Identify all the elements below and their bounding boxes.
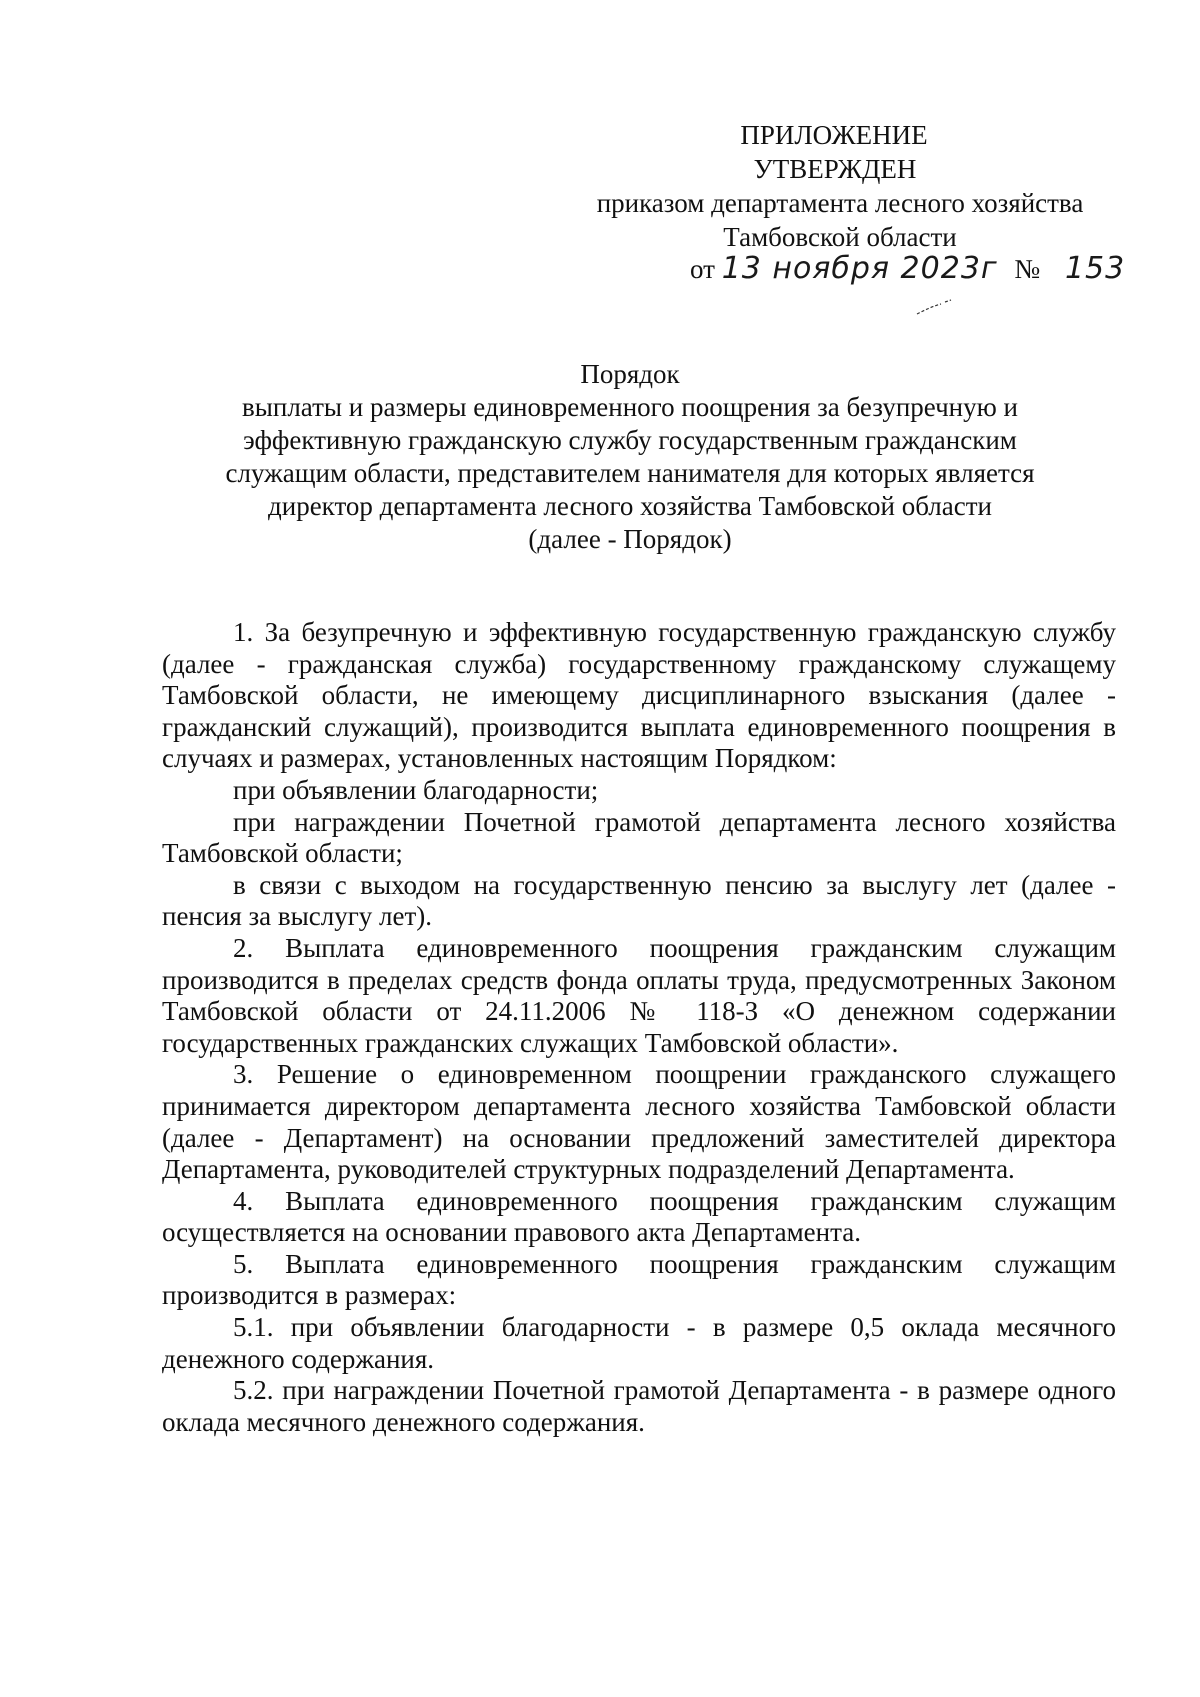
handwritten-date: 13 ноября 2023г [721,251,998,286]
title-line: служащим области, представителем нанимателя для которых является [225,458,1035,488]
number-sign: № [1014,254,1041,284]
order-date-line [690,252,1125,286]
title-heading: Порядок [580,359,680,389]
title-line: (далее - Порядок) [528,524,732,554]
region-label: Тамбовской области [723,222,957,252]
approval-block [560,118,1120,254]
list-item-certificate: при награждении Почетной грамотой департамента лесного хозяйства Тамбовской области; [162,806,1116,869]
document-body [162,617,1116,1438]
paragraph-5-1: 5.1. при объявлении благодарности - в размере 0,5 оклада месячного денежного содержания. [162,1312,1116,1374]
order-label: приказом департамента лесного хозяйства [596,188,1084,218]
paragraph-3: 3. Решение о единовременном поощрении гражданского служащего принимается директором департамента лесного хозяйства Тамбовской области (далее - Департамент) на основании предложений заместителей директора Департамента, руководителей структурных подразделений Департамента. [162,1059,1116,1185]
title-line: директор департамента лесного хозяйства Тамбовской области [268,491,992,521]
date-prefix: от [690,254,715,284]
list-item-gratitude: при объявлении благодарности; [233,774,599,805]
paragraph-5-2: 5.2. при награждении Почетной грамотой Департамента - в размере одного оклада месячного денежного содержания. [162,1375,1116,1437]
paragraph-2: 2. Выплата единовременного поощрения гражданским служащим производится в пределах средств фонда оплаты труда, предусмотренных Законом Тамбовской области от 24.11.2006 № 118-З «О денежном содержании государственных гражданских служащих Тамбовской области». [162,932,1116,1058]
paragraph-4: 4. Выплата единовременного поощрения гражданским служащим осуществляется на основании правового акта Департамента. [162,1185,1116,1248]
paragraph-1: 1. За безупречную и эффективную государственную гражданскую службу (далее - гражданская служба) государственному гражданскому служащему Тамбовской области, не имеющему дисциплинарного взыскания (далее - гражданский служащий), производится выплата единовременного поощрения в случаях и размерах, установленных настоящим Порядком: [162,617,1116,774]
paragraph-5: 5. Выплата единовременного поощрения гражданским служащим производится в размерах: [162,1248,1116,1311]
approved-label: УТВЕРЖДЕН [753,154,917,184]
handwritten-number: 153 [1064,251,1126,286]
title-line: выплаты и размеры единовременного поощрения за безупречную и [242,392,1018,422]
document-title [150,358,1110,556]
appendix-label: ПРИЛОЖЕНИЕ [740,120,928,150]
title-line: эффективную гражданскую службу государственным гражданским [243,425,1017,455]
pen-mark [915,298,955,318]
list-item-pension: в связи с выходом на государственную пенсию за выслугу лет (далее - пенсия за выслугу лет). [162,869,1116,932]
